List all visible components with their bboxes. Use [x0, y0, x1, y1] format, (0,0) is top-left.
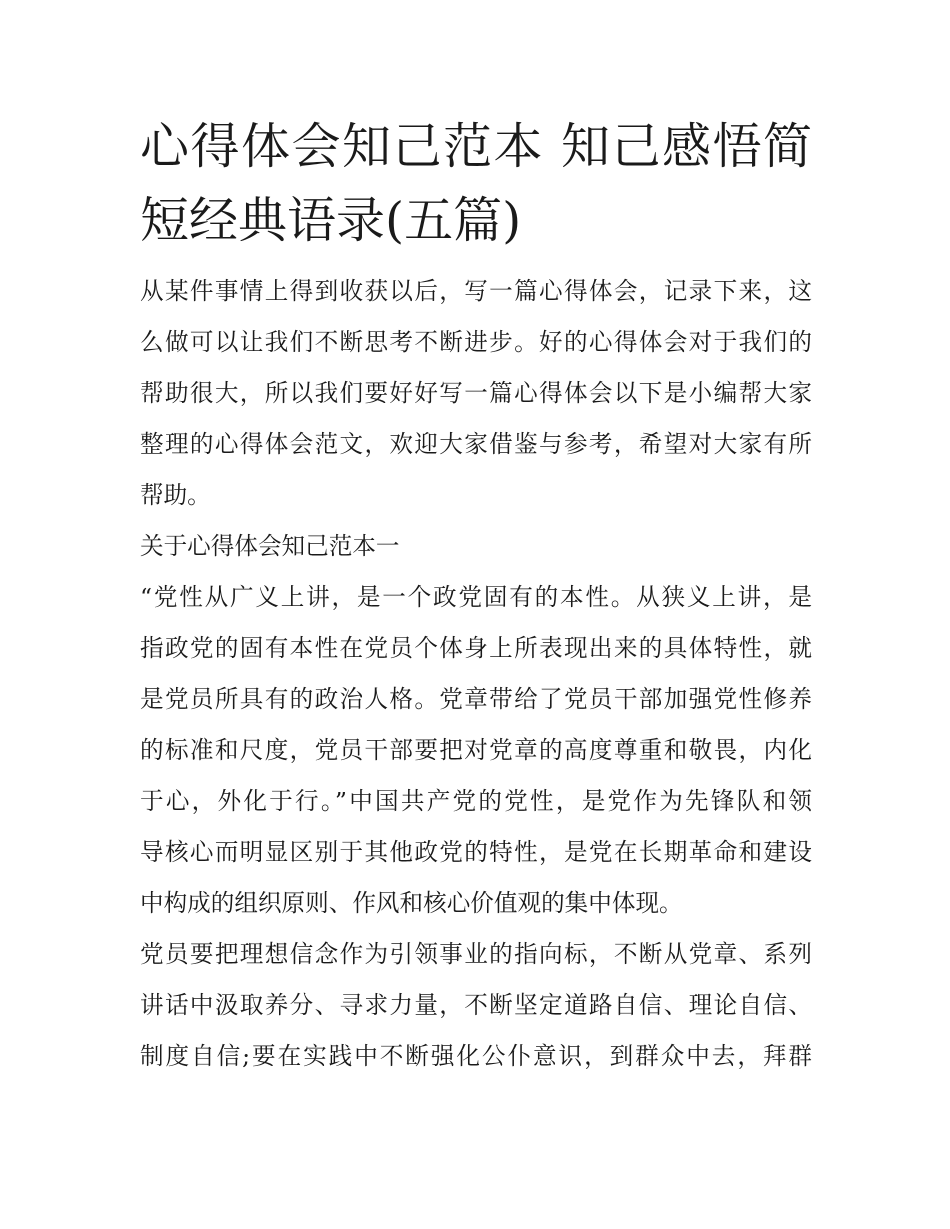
body-paragraph [140, 929, 812, 1082]
text-line: 整理的心得体会范文，欢迎大家借鉴与参考，希望对大家有所 [140, 430, 812, 458]
text-line: 中构成的组织原则、作风和核心价值观的集中体现。 [140, 889, 683, 917]
text-line: 党员要把理想信念作为引领事业的指向标，不断从党章、系列 [140, 940, 812, 968]
text-line: 帮助很大，所以我们要好好写一篇心得体会以下是小编帮大家 [140, 379, 812, 407]
text-line: 指政党的固有本性在党员个体身上所表现出来的具体特性，就 [140, 634, 812, 662]
body-paragraph [140, 572, 812, 929]
text-line: 是党员所具有的政治人格。党章带给了党员干部加强党性修养 [140, 685, 812, 713]
text-line: 的标准和尺度，党员干部要把对党章的高度尊重和敬畏，内化 [140, 736, 812, 764]
text-line: 导核心而明显区别于其他政党的特性，是党在长期革命和建设 [140, 838, 812, 866]
text-line: 讲话中汲取养分、寻求力量，不断坚定道路自信、理论自信、 [140, 991, 812, 1019]
text-line: 帮助。 [140, 481, 211, 509]
title-line-2: 短经典语录(五篇) [140, 192, 522, 249]
text-line: 于心，外化于行。”中国共产党的党性，是党作为先锋队和领 [140, 787, 812, 815]
section-heading [140, 521, 812, 572]
text-line: 从某件事情上得到收获以后，写一篇心得体会，记录下来，这 [140, 277, 812, 305]
text-line: 制度自信;要在实践中不断强化公仆意识，到群众中去，拜群 [140, 1042, 812, 1070]
text-line: “党性从广义上讲，是一个政党固有的本性。从狭义上讲，是 [140, 583, 812, 611]
intro-paragraph [140, 266, 812, 521]
title-line-1: 心得体会知己范本 知己感悟简 [140, 118, 812, 175]
section-heading-text: 关于心得体会知己范本一 [140, 532, 400, 560]
document-page [140, 110, 812, 1082]
text-line: 么做可以让我们不断思考不断进步。好的心得体会对于我们的 [140, 328, 812, 356]
document-title [140, 110, 812, 258]
